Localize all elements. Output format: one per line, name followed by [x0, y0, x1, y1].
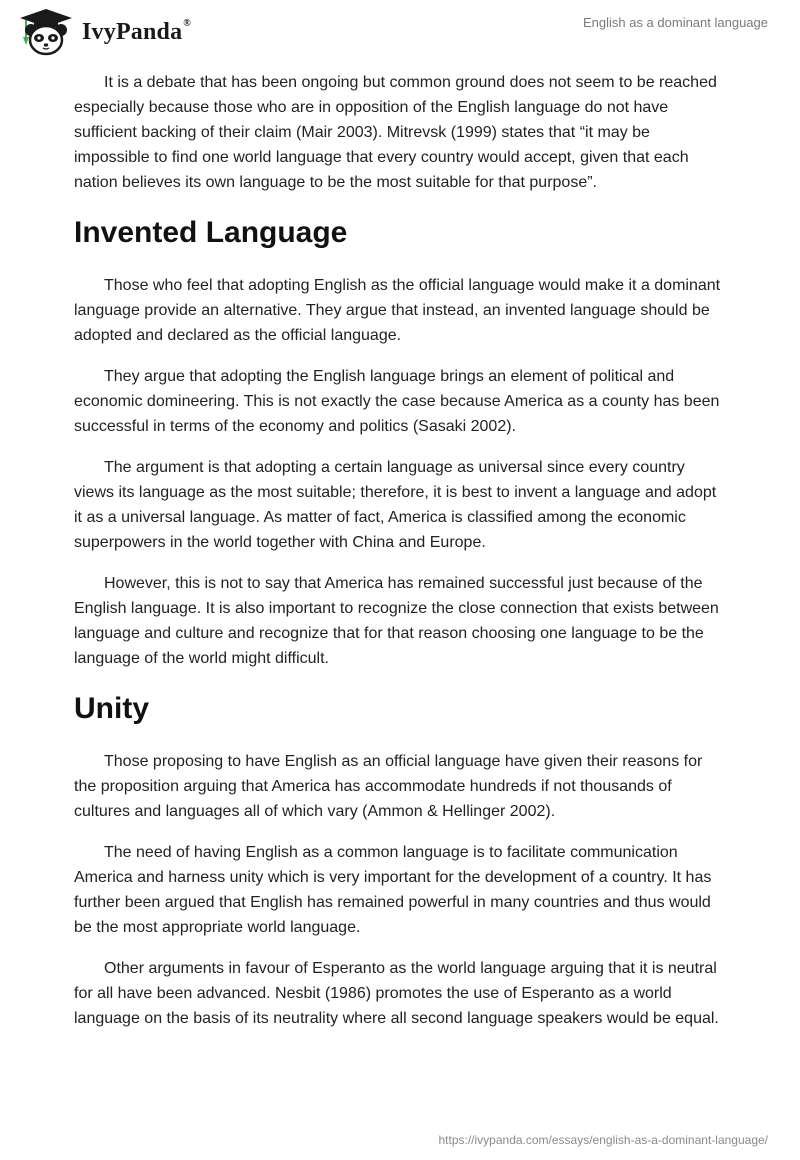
- source-url[interactable]: https://ivypanda.com/essays/english-as-a-dominant-language/: [438, 1133, 768, 1147]
- section-heading-invented-language: Invented Language: [74, 216, 348, 249]
- paragraph: However, this is not to say that America has remained successful just because of the English language. It is also important to recognize the close connection that exists between language and culture and recognize that for that reason choosing one language to be the language of the world might difficult.: [74, 575, 719, 667]
- paragraph: Those proposing to have English as an official language have given their reasons for the proposition arguing that America has accommodate hundreds if not thousands of cultures and languages all of which vary (Ammon & Hellinger 2002).: [74, 753, 703, 820]
- page-header: [0, 0, 800, 68]
- registered-mark: ®: [183, 18, 191, 29]
- section-heading-unity: Unity: [74, 692, 149, 725]
- paragraph: Other arguments in favour of Esperanto as the world language arguing that it is neutral for all have been advanced. Nesbit (1986) promotes the use of Esperanto as a world language on the basis of its neutrality where all second language speakers would be equal.: [74, 960, 719, 1027]
- panda-graduation-cap-logo-icon[interactable]: [16, 7, 76, 57]
- paragraph: Those who feel that adopting English as the official language would make it a dominant language provide an alternative. They argue that instead, an invented language should be adopted and declared as the official language.: [74, 277, 721, 344]
- paragraph: They argue that adopting the English language brings an element of political and economic domineering. This is not exactly the case because America as a county has been successful in terms of the economy and politics (Sasaki 2002).: [74, 368, 720, 435]
- brand-text: IvyPanda: [82, 19, 183, 45]
- essay-content: [74, 70, 726, 1047]
- document-title: English as a dominant language: [582, 15, 768, 30]
- brand-name[interactable]: [82, 18, 191, 46]
- paragraph: The need of having English as a common language is to facilitate communication America and harness unity which is very important for the development of a country. It has further been argued that English has remained powerful in many countries and thus would be the most appropriate world language.: [74, 844, 712, 936]
- paragraph: The argument is that adopting a certain language as universal since every country views its language as the most suitable; therefore, it is best to invent a language and adopt it as a universal language. As matter of fact, America is classified among the economic superpowers in the world together with China and Europe.: [74, 459, 717, 551]
- paragraph: It is a debate that has been ongoing but common ground does not seem to be reached especially because those who are in opposition of the English language do not have sufficient backing of their claim (Mair 2003). Mitrevsk (1999) states that “it may be impossible to find one world language that every country would accept, given that each nation believes its own language to be the most suitable for that purpose”.: [74, 74, 717, 191]
